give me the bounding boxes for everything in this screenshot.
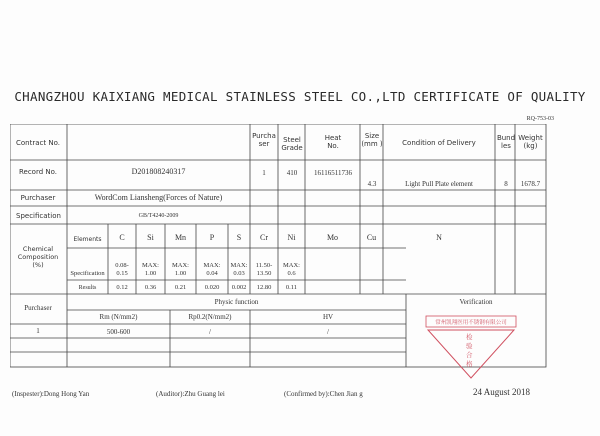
rm-label: Rm (N/mm2) [99, 313, 138, 321]
physical-purchaser-value: 1 [36, 327, 40, 335]
result-p: 0.020 [204, 284, 220, 291]
specification-value: GB/T4240-2009 [138, 213, 179, 219]
condition-value: Light Pull Plate element [405, 180, 473, 188]
purchaser-label: Purchaser [20, 194, 56, 202]
physical-purchaser-label: Purchaser [24, 304, 52, 312]
record-no-label: Record No. [18, 168, 58, 176]
certificate-title: CHANGZHOU KAIXIANG MEDICAL STAINLESS STEEL CO.,LTD CERTIFICATE OF QUALITY [14, 89, 586, 104]
specification-label: Specification [16, 212, 61, 220]
rp-label: Rp0.2(N/mm2) [188, 313, 232, 321]
purchaser-value: WordCom Liansheng(Forces of Nature) [94, 193, 223, 202]
physic-function-label: Physic function [214, 298, 259, 306]
element-s-header: S [236, 233, 242, 242]
weight-value: 1678.7 [520, 180, 541, 188]
spec-max-ni: 0.6 [287, 270, 296, 277]
hv-label: HV [322, 313, 334, 321]
spec-min-s: MAX: [230, 262, 248, 269]
spec-min-cr: 11.50- [255, 262, 273, 269]
result-ni: 0.11 [285, 284, 298, 291]
elements-label: Elements [73, 236, 102, 243]
auditor-name: (Auditor):Zhu Guang lei [156, 390, 225, 398]
element-c-header: C [119, 233, 125, 242]
element-ni-header: Ni [287, 233, 296, 242]
element-p-header: P [209, 233, 215, 242]
steel-grade-header: Steel Grade [281, 136, 303, 152]
bundles-header: Bund les [496, 134, 516, 150]
result-si: 0.36 [144, 284, 157, 291]
spec-min-mn: MAX: [172, 262, 189, 269]
bundles-value: 8 [504, 180, 508, 188]
chemical-composition-label: Chemical Composition (%) [17, 245, 59, 269]
record-no-value: D201808240317 [131, 167, 186, 176]
spec-row-label: Specification [70, 270, 105, 277]
element-cu-header: Cu [366, 233, 377, 242]
stamp-char-1: 检 [466, 333, 473, 341]
element-mn-header: Mn [174, 233, 187, 242]
spec-min-p: MAX: [203, 262, 221, 269]
verification-label: Verification [459, 298, 493, 306]
steel-grade-value: 410 [286, 169, 298, 177]
certificate-date: 24 August 2018 [473, 387, 531, 397]
heat-no-header: Heat No. [324, 134, 342, 150]
rm-value: 500-600 [106, 328, 131, 336]
weight-header: Weight (kg) [518, 134, 543, 150]
element-cr-header: Cr [260, 233, 268, 242]
spec-min-c: 0.08- [115, 262, 129, 269]
element-si-header: Si [147, 233, 154, 242]
element-n-header: N [436, 233, 442, 242]
size-header: Size (mm ) [361, 132, 383, 148]
spec-max-cr: 13.50 [256, 270, 272, 277]
heat-no-value: 16116511736 [314, 169, 352, 177]
stamp-company-text: 常州凯翔医用不锈钢有限公司 [435, 320, 507, 326]
results-label: Results [78, 285, 97, 291]
spec-max-p: 0.04 [206, 270, 218, 277]
spec-max-si: 1.00 [144, 270, 157, 277]
spec-max-c: 0.15 [116, 270, 128, 277]
result-c: 0.12 [116, 284, 128, 291]
spec-max-mn: 1.00 [174, 270, 187, 277]
confirmed-by-name: (Confirmed by):Chen Jian g [284, 390, 363, 398]
result-cr: 12.80 [256, 284, 272, 291]
stamp-char-3: 合 [466, 351, 473, 359]
spec-min-si: MAX: [142, 262, 159, 269]
document-number: RQ-753-03 [526, 116, 554, 122]
size-value: 4.3 [367, 180, 377, 188]
purchaser-no-value: 1 [262, 169, 266, 177]
purchaser-no-header: Purcha ser [252, 132, 276, 148]
inspector-name: (Inspester):Dong Hong Yan [12, 390, 90, 398]
contract-no-label: Contract No. [16, 139, 60, 147]
spec-min-ni: MAX: [283, 262, 300, 269]
hv-value: / [327, 328, 329, 336]
condition-header: Condition of Delivery [402, 139, 476, 147]
rp-value: / [209, 328, 211, 336]
result-s: 0.002 [231, 284, 247, 291]
stamp-char-2: 验 [466, 342, 473, 350]
element-mo-header: Mo [326, 233, 339, 242]
result-mn: 0.21 [174, 284, 187, 291]
spec-max-s: 0.03 [233, 270, 245, 277]
stamp-char-4: 格 [466, 360, 473, 368]
